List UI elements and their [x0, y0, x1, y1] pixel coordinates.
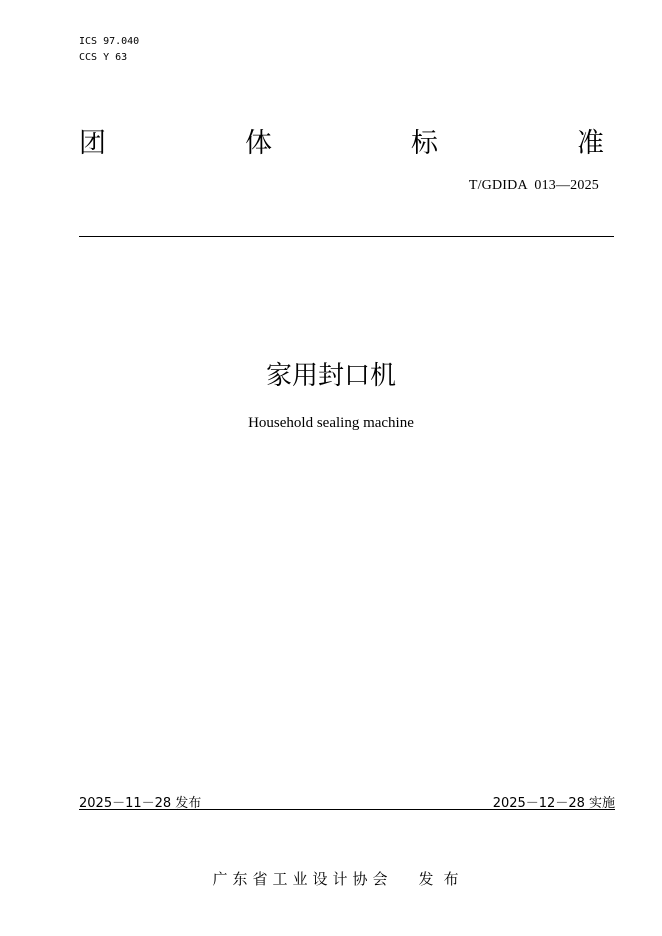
effective-date: 2025－12－28 实施 [492, 796, 615, 811]
standard-type-char: 标 [411, 128, 438, 159]
standard-type-heading [79, 126, 604, 162]
header-divider [79, 236, 614, 237]
ccs-code: CCS Y 63 [79, 52, 128, 63]
classification-codes [79, 34, 139, 66]
footer-divider [79, 809, 615, 810]
standard-type-char: 体 [245, 128, 272, 159]
title-chinese: 家用封口机 [265, 361, 396, 391]
ics-code: ICS 97.040 [79, 36, 140, 47]
standard-type-char: 准 [577, 128, 604, 159]
title-english: Household sealing machine [248, 415, 414, 431]
standard-type-char: 团 [79, 128, 106, 159]
issuing-organization: 广东省工业设计协会 [212, 870, 393, 888]
issue-action: 发布 [418, 870, 469, 888]
standard-number: T/GDIDA 013—2025 [468, 178, 599, 193]
issuer-line [0, 850, 662, 907]
publish-date: 2025－11－28 发布 [79, 796, 202, 811]
